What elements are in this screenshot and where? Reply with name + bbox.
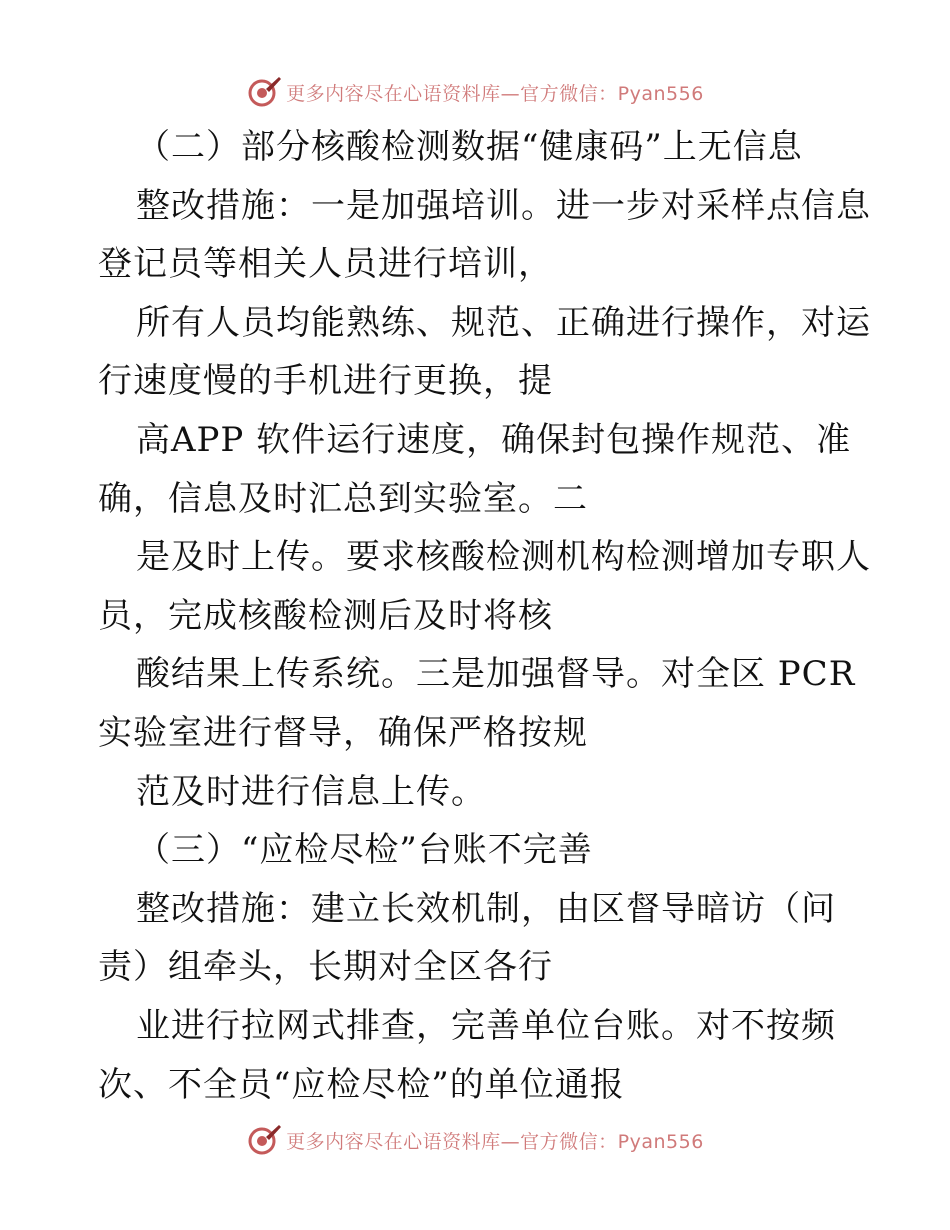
footer-watermark — [0, 1120, 950, 1160]
text-line: 整改措施：一是加强培训。进一步对采样点信息 — [136, 185, 871, 226]
text-line: 是及时上传。要求核酸检测机构检测增加专职人 — [136, 537, 871, 578]
text-line: 高APP 软件运行速度，确保封包操作规范、准 — [136, 419, 852, 460]
text-line: 行速度慢的手机进行更换，提 — [98, 361, 553, 402]
text-line: （三）“应检尽检”台账不完善 — [136, 830, 593, 871]
text-line: 责）组牵头，长期对全区各行 — [98, 947, 553, 988]
text-line: 实验室进行督导，确保严格按规 — [98, 712, 588, 753]
text-line: 所有人员均能熟练、规范、正确进行操作，对运 — [136, 302, 871, 343]
text-line: 登记员等相关人员进行培训， — [98, 244, 553, 285]
text-line: 酸结果上传系统。三是加强督导。对全区 PCR — [136, 654, 856, 695]
text-line: 次、不全员“应检尽检”的单位通报 — [98, 1064, 625, 1105]
text-line: 整改措施：建立长效机制，由区督导暗访（问 — [136, 888, 836, 929]
watermark-text: 更多内容尽在心语资料库—官方微信：Pyan556 — [286, 1130, 704, 1153]
text-line: 员，完成核酸检测后及时将核 — [98, 595, 553, 636]
document-body — [98, 118, 871, 1114]
text-line: 确，信息及时汇总到实验室。二 — [98, 478, 588, 519]
pen-logo-icon — [246, 74, 282, 110]
header-watermark — [0, 72, 950, 112]
text-line: 范及时进行信息上传。 — [136, 771, 486, 812]
text-line: （二）部分核酸检测数据“健康码”上无信息 — [136, 127, 803, 167]
pen-logo-icon — [246, 1122, 282, 1158]
watermark-text: 更多内容尽在心语资料库—官方微信：Pyan556 — [286, 82, 704, 105]
text-line: 业进行拉网式排查，完善单位台账。对不按频 — [136, 1005, 836, 1046]
